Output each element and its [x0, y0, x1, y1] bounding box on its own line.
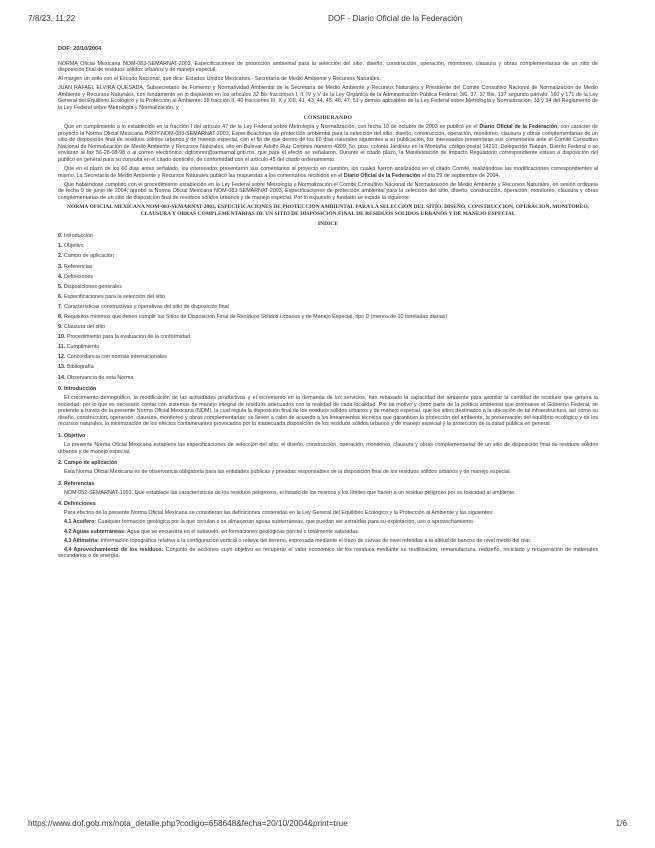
definition-4-4: [58, 547, 598, 560]
print-header: [28, 14, 627, 26]
index-number: 4.: [58, 273, 63, 280]
index-number: 2.: [58, 253, 63, 260]
considerando-2-text-b: el día 29 de septiembre de 2004.: [420, 172, 500, 179]
norm-intro: NORMA Oficial Mexicana NOM-083-SEMARNAT-2003, Especificaciones de protección ambiental para la selección del sitio, diseño, construcción, operación, monitoreo, clausura y obras complementarias de un sitio de disposición final de residuos sólidos urbanos y de manejo especial.: [58, 60, 598, 74]
index-label: Disposiciones generales: [63, 283, 122, 290]
definition-text: Cualquier formación geológica por la que circulan o se almacenan aguas subterráneas, que puedan ser extraídas para su explotación, uso o aprovechamiento.: [96, 519, 475, 526]
index-item: [58, 375, 598, 382]
considerando-2-text-a: Que en el plazo de los 60 días antes señalado, los interesados presentaron sus comentarios al proyecto en cuestión, los cuales fueron analizados en el citado Comité, realizándose las modificaciones correspondientes al mismo. La Secretaría de Medio Ambiente y Recursos Naturales publicó las respuestas a los comentarios recibidos en el: [58, 165, 598, 179]
section-1-text: La presente Norma Oficial Mexicana establece las especificaciones de selección del sitio, el diseño, construcción, operación, monitoreo, clausura y obras complementarias de un sitio de disposición final de residuos sólidos urbanos y de manejo especial.: [58, 441, 598, 455]
signer-paragraph: JUAN RAFAEL ELVIRA QUESADA, Subsecretario de Fomento y Normatividad Ambiental de la Secretaría de Medio Ambiente y Recursos Naturales y Presidente del Comité Consultivo Nacional de Normalización de Medio Ambiente y Recursos Naturales, con fundamento en lo dispuesto en los artículos 32 Bis fracciones I, II, IV y V de la Ley Orgánica de la Administración Pública Federal; 3/6, 37, 37 Bis, 137 segundo párrafo, 160 y 171 de la Ley General del Equilibrio Ecológico y la Protección al Ambiente; 38 fracción II, 40 fracciones III, X y XIII, 41, 43, 44, 45, 46, 47, 51 y demás aplicables de la Ley Federal sobre Metrología y Normalización; 33 y 34 del Reglamento de la Ley Federal sobre Metrología y Normalización, y: [58, 85, 598, 112]
definition-term: 4.1 Acuífero:: [64, 519, 97, 526]
index-label: Bibliografía: [66, 364, 94, 371]
index-label: Especificaciones para la selección del sitio: [63, 293, 165, 300]
index-item: [58, 284, 598, 291]
index-item: [58, 314, 598, 321]
print-footer: [28, 819, 627, 831]
print-datetime: 7/8/23, 11:22: [28, 14, 76, 23]
index-number: 10.: [58, 334, 66, 341]
index-number: 14.: [58, 374, 66, 381]
print-url: https://www.dof.gob.mx/nota_detalle.php?codigo=658648&fecha=20/10/2004&print=true: [28, 819, 348, 828]
index-label: Introducción: [63, 233, 94, 240]
section-4-text: Para efectos de la presente Norma Oficial Mexicana se consideran las definiciones contenidas en la Ley General del Equilibrio Ecológico y la Protección al Ambiente y las siguientes:: [64, 510, 494, 517]
considerando-paragraph-3: Que habiéndose cumplido con el procedimiento establecido en la Ley Federal sobre Metrología y Normalización el Comité Consultivo Nacional de Normalización de Medio Ambiente y Recursos Naturales, en sesión ordinaria de fecha 9 de junio de 2004, aprobó la Norma Oficial Mexicana NOM-083-SEMARNAT-2003, Especificaciones de protección ambiental para la selección del sitio, diseño, construcción, operación, monitoreo, clausura y obras complementarias de un sitio de disposición final de residuos sólidos urbanos y de manejo especial. Por lo expuesto y fundado se expide la siguiente:: [58, 181, 598, 201]
index-label: Cumplimiento: [66, 344, 100, 351]
index-number: 1.: [58, 243, 63, 250]
index-number: 12.: [58, 354, 66, 361]
index-item: [58, 294, 598, 301]
norm-full-title: NORMA OFICIAL MEXICANA NOM-083-SEMARNAT-2003, ESPECIFICACIONES DE PROTECCION AMBIENTAL PARA LA SELECCION DEL SITIO, DISEÑO, CONSTRUCCION, OPERACION, MONITOREO, CLAUSURA Y OBRAS COMPLEMENTARIAS DE UN SITIO DE DISPOSICION FINAL DE RESIDUOS SOLIDOS URBANOS Y DE MANEJO ESPECIAL: [67, 204, 589, 218]
index-number: 11.: [58, 344, 66, 351]
seal-paragraph: Al margen un sello con el Escudo Nacional, que dice: Estados Unidos Mexicanos.- Secretaría de Medio Ambiente y Recursos Naturales.: [58, 76, 381, 83]
section-2-heading: 2. Campo de aplicación: [58, 460, 118, 467]
section-2-text: Esta Norma Oficial Mexicana es de observancia obligatoria para las entidades públicas y privadas responsables de la disposición final de los residuos sólidos urbanos y de manejo especial.: [64, 469, 512, 476]
document-body: [58, 44, 598, 563]
index-label: Definiciones: [63, 273, 94, 280]
index-item: [58, 274, 598, 281]
definition-term: 4.4 Aprovechamiento de los residuos:: [64, 546, 164, 553]
definition-term: 4.2 Aguas subterráneas:: [64, 528, 126, 535]
definition-4-2: [58, 529, 598, 536]
index-number: 5.: [58, 283, 63, 290]
index-number: 3.: [58, 263, 63, 270]
definition-4-1: [58, 519, 598, 526]
dof-date: DOF: 20/10/2004: [58, 46, 102, 52]
index-number: 6.: [58, 293, 63, 300]
index-label: Procedimiento para la evaluación de la conformidad: [66, 334, 190, 341]
dof-reference-2: Diario Oficial de la Federación: [343, 172, 421, 179]
considerando-heading: CONSIDERANDO: [303, 114, 353, 121]
section-1-heading: 1. Objetivo: [58, 432, 86, 439]
definition-text: Conjunto de acciones cuyo objetivo es recuperar el valor económico de los residuos mediante su reutilización, remanufactura, rediseño, reciclado y recuperación de materiales secundarios o de energía.: [58, 546, 598, 560]
index-label: Observancia de esta Norma: [66, 374, 134, 381]
index-label: Objetivo: [63, 243, 84, 250]
section-3-text: NOM-052-SEMARNAT-1993, Que establece las características de los residuos peligrosos, el listado de los mismos y los límites que hacen a un residuo peligroso por su toxicidad al ambiente.: [64, 489, 516, 496]
considerando-paragraph-2: [58, 166, 598, 179]
dof-reference-1: Diario Oficial de la Federación: [479, 124, 558, 131]
considerando-1-text-b: , con carácter de proyecto la Norma Oficial Mexicana PROY-NOM-083-SEMARNAT-2003, Especificaciones de protección ambiental para la selección del sitio, diseño, construcción, operación, monitoreo, clausura y obras complementarias de un sitio de disposición final de residuos sólidos urbanos y de manejo especial, con el fin de que dentro de los 60 días naturales siguientes a su publicación, los interesados presentaran sus comentarios ante el Comité Consultivo Nacional de Normalización de Medio Ambiente y Recursos Naturales, sito en Bulevar Adolfo Ruiz Cortines número 4209, 5o. piso, colonia Jardines en la Montaña, código postal 14210, Delegación Tlalpan, Distrito Federal o se enviaran al fax 56-28-08-98 o al correo electrónico: dgfomnor@semarnat.gob.mx, que para el efecto se señalaron. Durante el citado plazo, la Manifestación de Impacto Regulatorio correspondiente estuvo a disposición del público en general para su consulta en el citado domicilio, de conformidad con el artículo 45 del citado ordenamiento.: [58, 124, 598, 163]
index-item: [58, 344, 598, 351]
index-label: Características constructivas y operativas del sitio de disposición final: [63, 303, 229, 310]
definition-4-3: [58, 538, 598, 545]
index-item: [58, 233, 598, 240]
definition-term: 4.3 Altimetría:: [64, 537, 100, 544]
index-label: Referencias: [63, 263, 93, 270]
index-number: 0.: [58, 233, 63, 240]
index-number: 9.: [58, 324, 63, 331]
index-label: Campo de aplicación: [63, 253, 114, 260]
index-label: Concordancia con normas internacionales: [66, 354, 167, 361]
definition-text: Información topográfica relativa a la configuración vertical o relieve del terreno, expresada mediante el trazo de curvas de nivel referidas a la altitud de bancos de nivel medio del mar.: [99, 537, 532, 544]
considerando-paragraph-1: [58, 124, 598, 163]
index-list: [58, 233, 598, 381]
index-label: Clausura del sitio: [63, 324, 105, 331]
index-item: [58, 354, 598, 361]
index-item: [58, 253, 598, 260]
index-item: [58, 364, 598, 371]
index-heading: INDICE: [317, 220, 339, 227]
index-item: [58, 243, 598, 250]
print-page-title: DOF - Diario Oficial de la Federación: [328, 14, 463, 23]
index-number: 13.: [58, 364, 66, 371]
definition-text: Agua que se encuentra en el subsuelo, en formaciones geológicas parcial o totalmente saturadas.: [125, 528, 360, 535]
index-label: Requisitos mínimos que deben cumplir los Sitios de Disposición Final de Residuos Sólidos Urbanos y de Manejo Especial, tipo D (menos de 10 toneladas diarias): [63, 314, 448, 321]
section-0-heading: 0. Introducción: [58, 386, 97, 393]
section-3-heading: 3. Referencias: [58, 480, 95, 487]
index-number: 8.: [58, 314, 63, 321]
index-item: [58, 264, 598, 271]
section-0-text: El crecimiento demográfico, la modificación de las actividades productivas y el incremento en la demanda de los servicios, han rebasado la capacidad del ambiente para asimilar la cantidad de residuos que genera la sociedad; por lo que es necesario contar con sistemas de manejo integral de residuos adecuados con la realidad de cada localidad. Por tal motivo y como parte de la política ambiental que promueve el Gobierno Federal, se pretende a través de la presente Norma Oficial Mexicana (NOM), la cual regula la disposición final de los residuos sólidos urbanos y de manejo especial, que los sitios destinados a la ubicación de tal infraestructura, así como su diseño, construcción, operación, clausura, monitoreo y obras complementarias; se lleven a cabo de acuerdo a los lineamientos técnicos que garanticen la protección del ambiente, la preservación del equilibrio ecológico y de los recursos naturales, la minimización de los efectos contaminantes provocados por la inadecuada disposición de los residuos sólidos urbanos y de manejo especial y la protección de la salud pública en general.: [58, 395, 598, 428]
print-page-number: 1/6: [615, 819, 627, 828]
index-item: [58, 334, 598, 341]
index-item: [58, 324, 598, 331]
index-item: [58, 304, 598, 311]
index-number: 7.: [58, 303, 63, 310]
considerando-1-text-a: Que en cumplimiento a lo establecido en la fracción I del artículo 47 de la Ley Federal sobre Metrología y Normalización, con fecha 10 de octubre de 2003 se publicó en el: [64, 124, 480, 131]
section-4-heading: 4. Definiciones: [58, 501, 96, 508]
